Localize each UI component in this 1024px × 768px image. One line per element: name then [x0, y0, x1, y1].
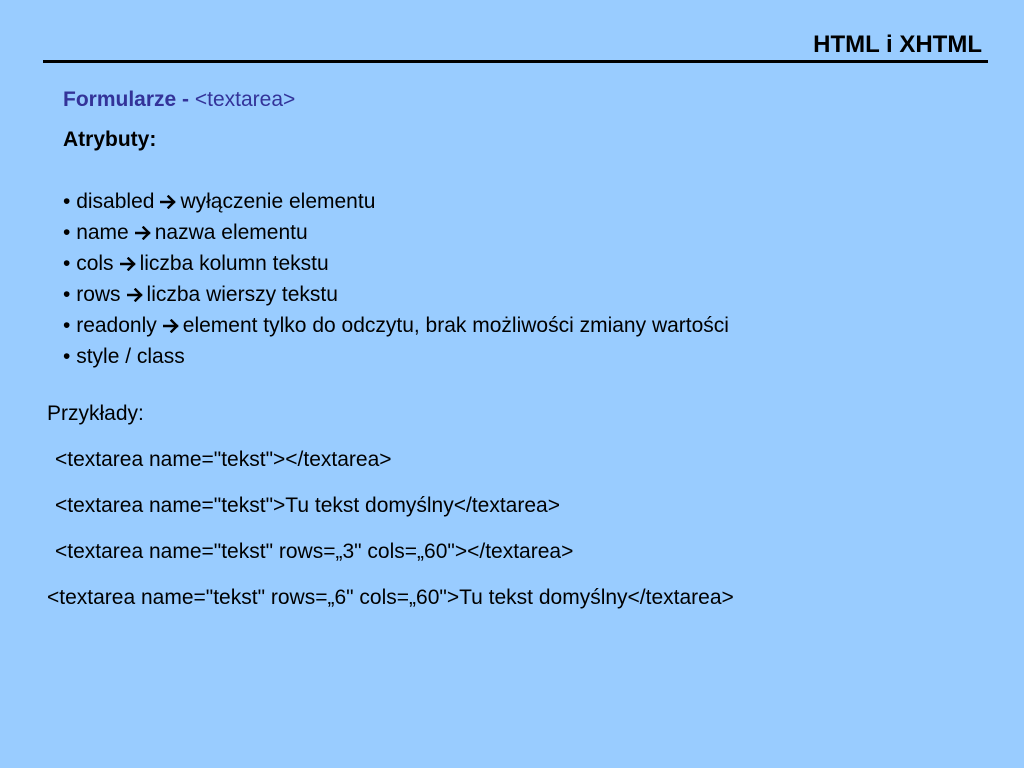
attribute-item: [63, 310, 729, 341]
attribute-description: element tylko do odczytu, brak możliwości zmiany wartości: [182, 314, 729, 337]
attribute-name: style / class: [76, 345, 185, 368]
section-title-prefix: Formularze -: [63, 88, 195, 111]
section-title-tag: <textarea>: [194, 88, 296, 111]
example-code-line: <textarea name="tekst" rows=„6" cols=„60">Tu tekst domyślny</textarea>: [47, 586, 734, 609]
bullet-icon: •: [63, 283, 71, 306]
attribute-name: readonly: [76, 314, 157, 337]
attribute-description: wyłączenie elementu: [180, 190, 376, 213]
bullet-icon: •: [63, 345, 71, 368]
attribute-item: [63, 279, 729, 310]
bullet-icon: •: [63, 190, 71, 213]
attribute-description: liczba kolumn tekstu: [139, 252, 329, 275]
examples-heading: Przykłady:: [47, 402, 144, 425]
example-code-line: <textarea name="tekst" rows=„3" cols=„60"></textarea>: [55, 540, 574, 563]
attribute-item: [63, 248, 729, 279]
example-code-line: <textarea name="tekst">Tu tekst domyślny</textarea>: [55, 494, 560, 517]
attributes-heading: Atrybuty:: [63, 128, 157, 151]
attribute-item: [63, 217, 729, 248]
right-arrow-icon: [127, 280, 143, 311]
bullet-icon: •: [63, 252, 71, 275]
right-arrow-icon: [163, 311, 179, 342]
attribute-item: [63, 341, 729, 372]
attribute-name: name: [76, 221, 129, 244]
attribute-name: rows: [76, 283, 121, 306]
bullet-icon: •: [63, 314, 71, 337]
right-arrow-icon: [135, 218, 151, 249]
attribute-description: nazwa elementu: [154, 221, 308, 244]
header-divider: [43, 60, 988, 63]
section-title: [63, 86, 295, 114]
attributes-list: [63, 186, 729, 372]
right-arrow-icon: [120, 249, 136, 280]
bullet-icon: •: [63, 221, 71, 244]
attribute-item: [63, 186, 729, 217]
slide-header-title: HTML i XHTML: [813, 31, 982, 58]
attribute-description: liczba wierszy tekstu: [146, 283, 338, 306]
example-code-line: <textarea name="tekst"></textarea>: [55, 448, 392, 471]
attribute-name: disabled: [76, 190, 155, 213]
right-arrow-icon: [160, 187, 176, 218]
attribute-name: cols: [76, 252, 114, 275]
